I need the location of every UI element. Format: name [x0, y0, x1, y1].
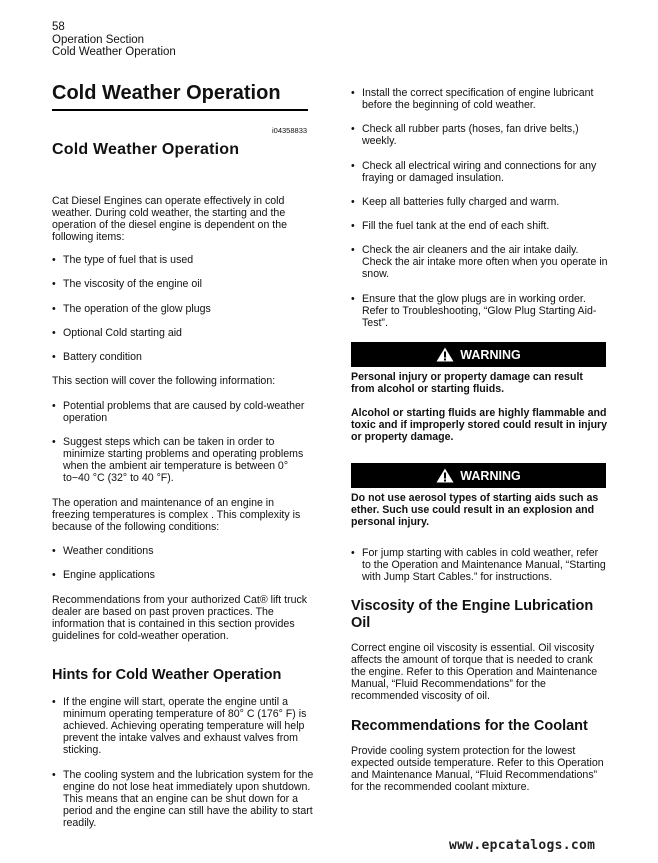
list-item: • Potential problems that are caused by cold-weather operation [52, 400, 314, 424]
complexity-paragraph: The operation and maintenance of an engine in freezing temperatures is complex . This complexity is because of the following conditions: [52, 497, 301, 533]
warning-triangle-icon [436, 468, 454, 483]
warning-text: Do not use aerosol types of starting aids such as ether. Such use could result in an explosion and personal injury. [351, 492, 599, 528]
warning-label: WARNING [460, 468, 521, 483]
list-item: • Check the air cleaners and the air intake daily. Check the air intake more often when you operate in snow. [351, 244, 609, 280]
list-item: • Fill the fuel tank at the end of each shift. [351, 220, 609, 232]
cover-intro: This section will cover the following information: [52, 375, 276, 387]
list-item: • Battery condition [52, 351, 314, 363]
list-item: • Engine applications [52, 569, 314, 581]
header-section: Operation Section [52, 33, 145, 46]
hints-heading: Hints for Cold Weather Operation [52, 667, 282, 683]
list-item: • The operation of the glow plugs [52, 303, 314, 315]
page-number: 58 [52, 21, 65, 33]
viscosity-heading: Viscosity of the Engine Lubrication Oil [351, 598, 594, 631]
intro-paragraph: Cat Diesel Engines can operate effectively in cold weather. During cold weather, the starting and the operation of the diesel engine is dependent on the following items: [52, 195, 288, 243]
list-item: • Install the correct specification of engine lubricant before the beginning of cold weather. [351, 87, 609, 111]
warning-triangle-icon [436, 347, 454, 362]
title-rule [52, 109, 308, 111]
warning-text: Alcohol or starting fluids are highly flammable and toxic and if improperly stored could result in injury or property damage. [351, 407, 608, 443]
list-item: • The cooling system and the lubrication system for the engine do not lose heat immediately upon shutdown. This means that an engine can be shut down for a period and the engine can still have the ability to start readily. [52, 769, 314, 829]
list-item: • Suggest steps which can be taken in order to minimize starting problems and operating problems when the ambient air temperature is between 0° to−40 °C (32° to 40 °F). [52, 436, 314, 484]
warning-banner [351, 463, 606, 488]
list-item: • For jump starting with cables in cold weather, refer to the Operation and Maintenance Manual, “Starting with Jump Start Cables.” for instructions. [351, 547, 609, 583]
watermark: www.epcatalogs.com [449, 838, 596, 853]
coolant-paragraph: Provide cooling system protection for the lowest expected outside temperature. Refer to this Operation and Maintenance Manual, “Fluid Recommendations” for the recommended coolant mixture. [351, 745, 604, 793]
coolant-heading: Recommendations for the Coolant [351, 718, 588, 734]
header-subsection: Cold Weather Operation [52, 46, 176, 58]
warning-label: WARNING [460, 347, 521, 362]
warning-text: Personal injury or property damage can result from alcohol or starting fluids. [351, 371, 583, 395]
viscosity-paragraph: Correct engine oil viscosity is essential. Oil viscosity affects the amount of torque that is needed to crank the engine. Refer to this Operation and Maintenance Manual, “Fluid Recommendations” for the recommended viscosity of oil. [351, 642, 598, 702]
list-item: • Weather conditions [52, 545, 314, 557]
section-subtitle: Cold Weather Operation [52, 141, 240, 158]
list-item: • Check all electrical wiring and connections for any fraying or damaged insulation. [351, 160, 609, 184]
list-item: • Keep all batteries fully charged and warm. [351, 196, 609, 208]
document-id: i04358833 [272, 126, 308, 135]
list-item: • Ensure that the glow plugs are in working order. Refer to Troubleshooting, “Glow Plug Starting Aid-Test”. [351, 293, 609, 329]
list-item: • Optional Cold starting aid [52, 327, 314, 339]
list-item: • If the engine will start, operate the engine until a minimum operating temperature of 80° C (176° F) is achieved. Achieving operating temperature will help prevent the intake valves and exhaust valves from sticking. [52, 696, 314, 756]
recommendation-paragraph: Recommendations from your authorized Cat® lift truck dealer are based on past proven practices. The information that is contained in this section provides guidelines for cold-weather operation. [52, 594, 308, 642]
list-item: • The type of fuel that is used [52, 254, 314, 266]
running-header [52, 21, 176, 59]
list-item: • Check all rubber parts (hoses, fan drive belts,) weekly. [351, 123, 609, 147]
warning-banner [351, 342, 606, 367]
page-title: Cold Weather Operation [52, 82, 281, 104]
list-item: • The viscosity of the engine oil [52, 278, 314, 290]
